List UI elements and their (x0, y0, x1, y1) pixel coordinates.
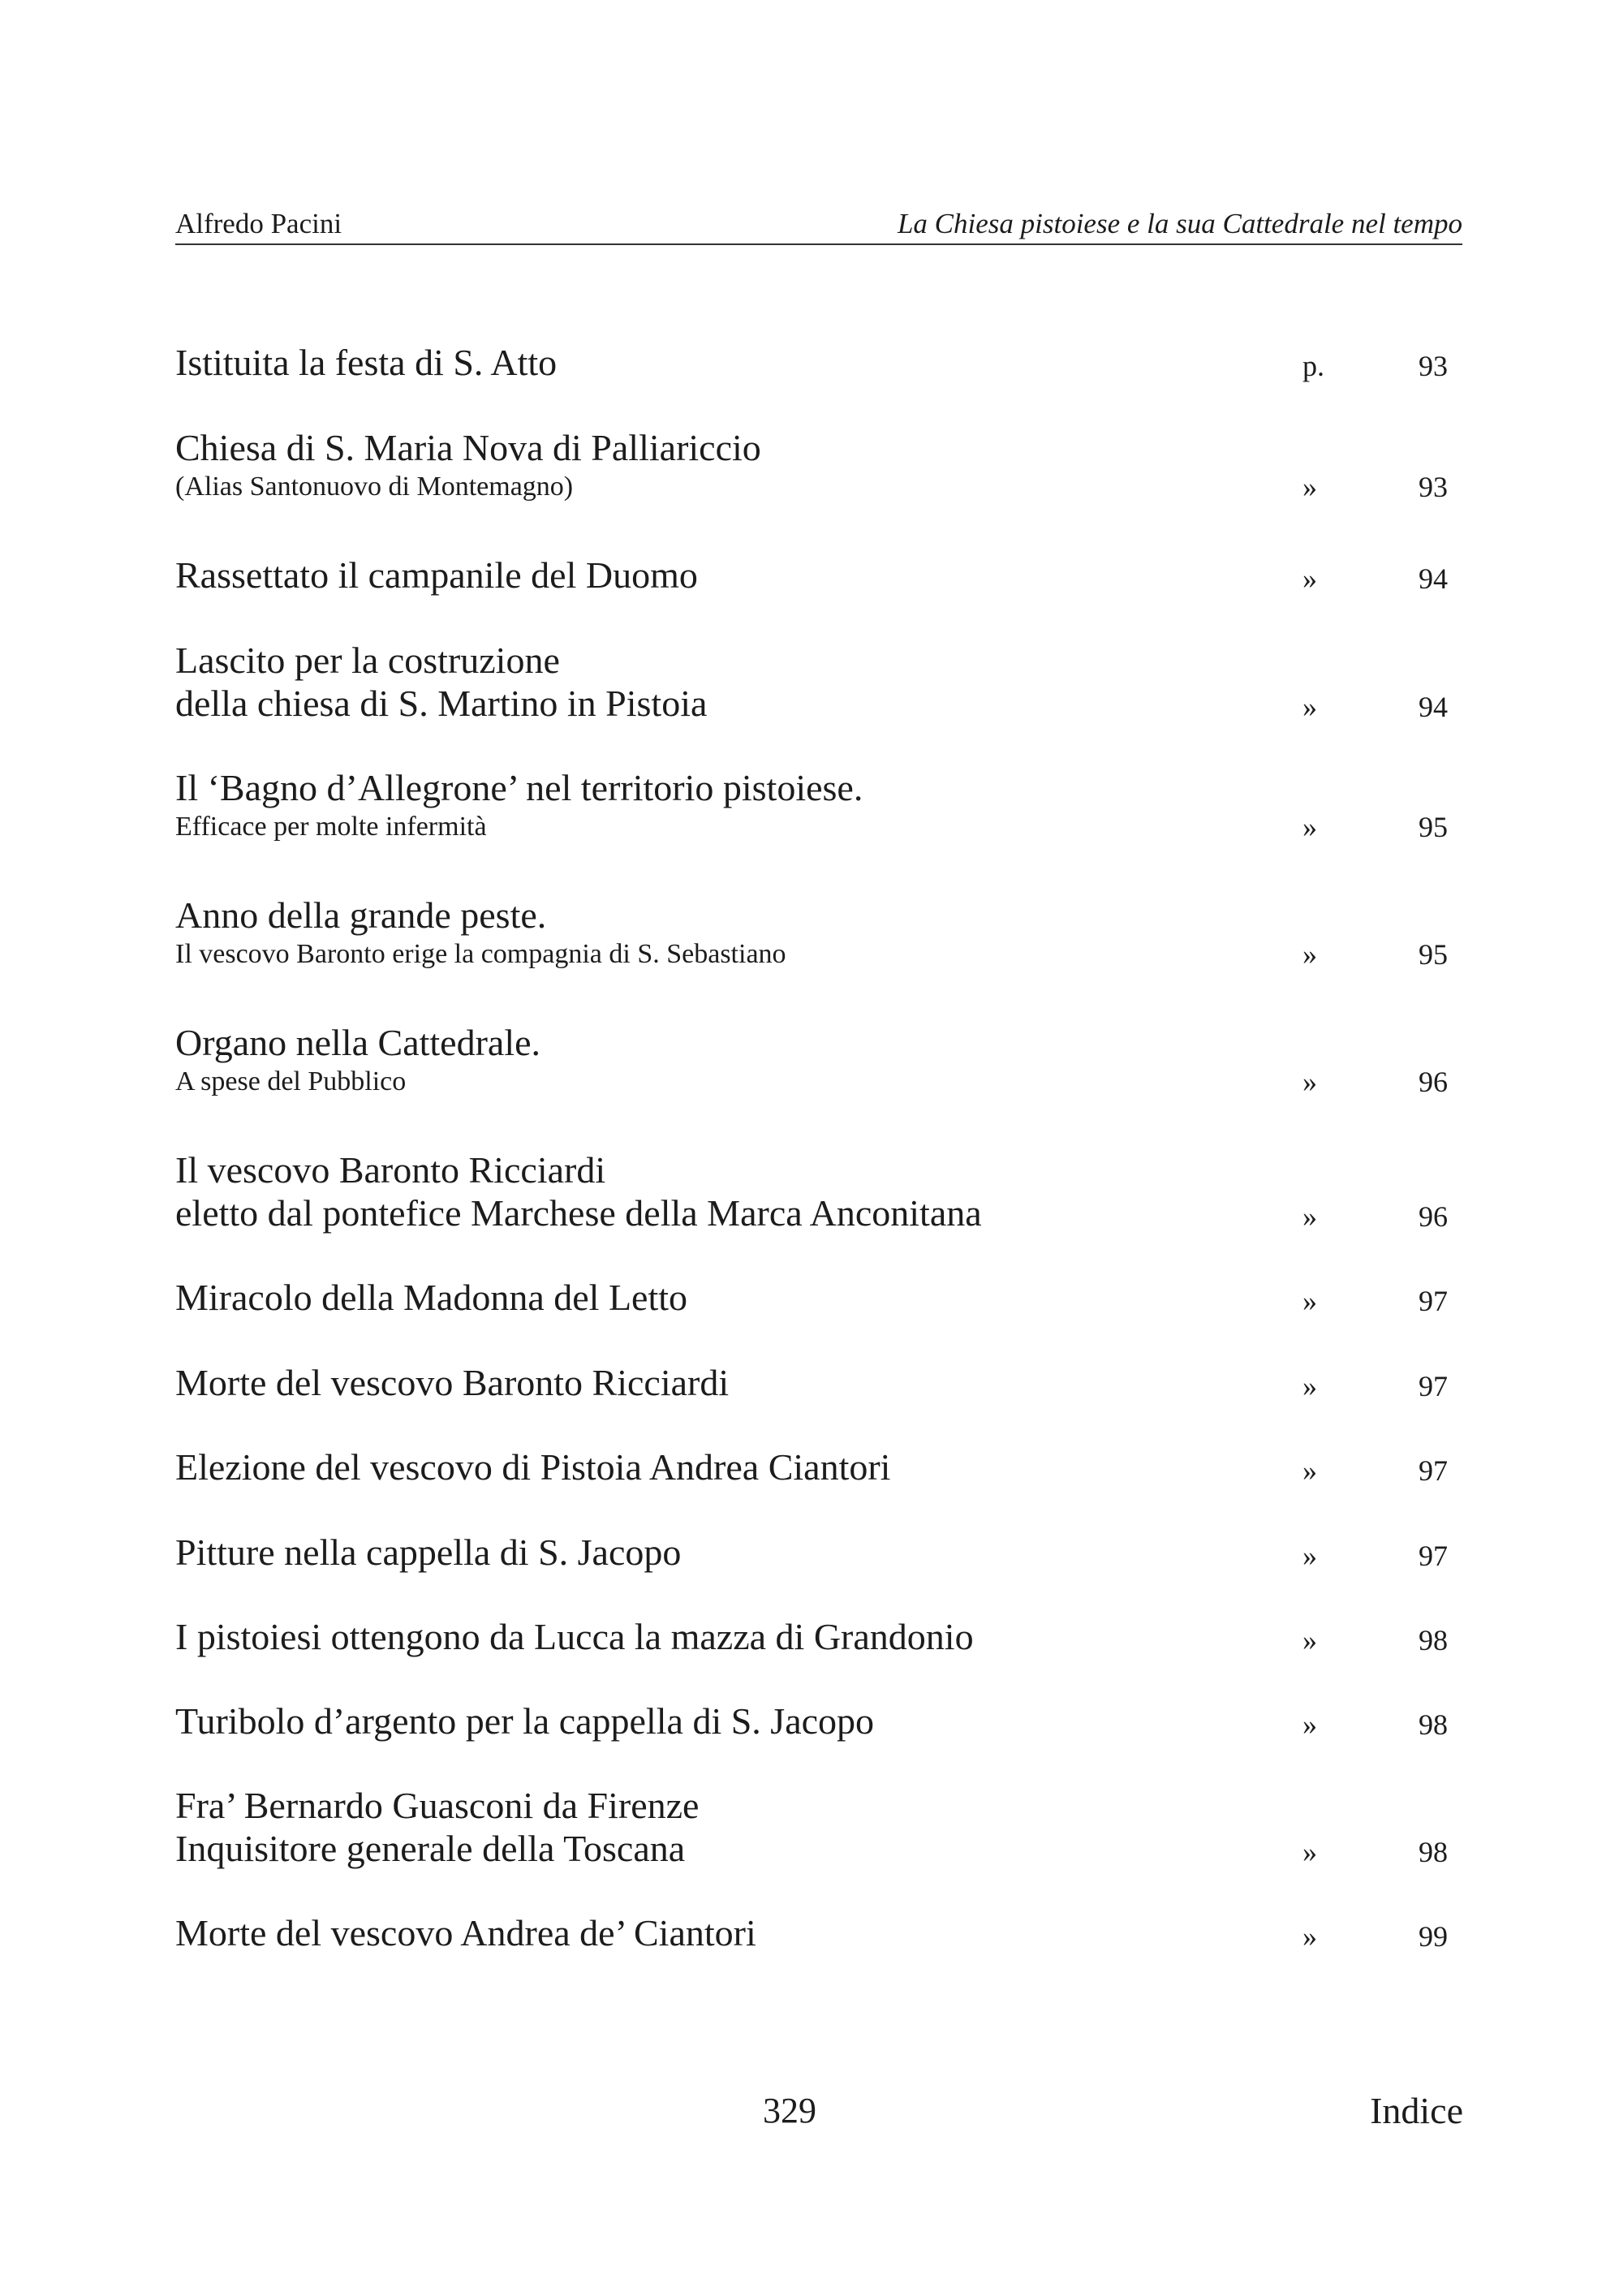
entry-page-number: 94 (1419, 562, 1448, 595)
entry-title: Lascito per la costruzione (175, 640, 560, 681)
ditto-mark: » (1303, 1708, 1317, 1741)
ditto-mark: » (1303, 562, 1317, 595)
running-header-book-title: La Chiesa pistoiese e la sua Cattedrale nel tempo (897, 208, 1462, 239)
ditto-mark: » (1303, 471, 1317, 503)
ditto-mark: » (1303, 691, 1317, 723)
entry-subtitle: Il vescovo Baronto erige la compagnia di S. Sebastiano (175, 939, 786, 969)
ditto-mark: » (1303, 1066, 1317, 1098)
ditto-mark: » (1303, 1285, 1317, 1317)
toc-entry (175, 639, 1462, 725)
entry-title: Miracolo della Madonna del Letto (175, 1277, 688, 1318)
toc-entry (175, 341, 1462, 384)
ditto-mark: » (1303, 811, 1317, 843)
entry-title-continued: Inquisitore generale della Toscana (175, 1828, 686, 1869)
entry-title: Morte del vescovo Baronto Ricciardi (175, 1362, 730, 1403)
entry-page-number: 93 (1419, 350, 1448, 382)
entry-title: Morte del vescovo Andrea de’ Ciantori (175, 1912, 756, 1954)
entry-subtitle: (Alias Santonuovo di Montemagno) (175, 472, 574, 502)
entry-page-number: 96 (1419, 1200, 1448, 1233)
entry-page-number: 97 (1419, 1285, 1448, 1317)
toc-entry (175, 1445, 1462, 1488)
toc-entry (175, 1615, 1462, 1658)
toc-entry (175, 1531, 1462, 1574)
entry-page-number: 99 (1419, 1920, 1448, 1953)
entry-title: Pitture nella cappella di S. Jacopo (175, 1531, 682, 1573)
ditto-mark: » (1303, 1540, 1317, 1572)
entry-title-continued: eletto dal pontefice Marchese della Marca Anconitana (175, 1192, 982, 1234)
ditto-mark: » (1303, 938, 1317, 971)
table-of-contents (175, 0, 1462, 2296)
entry-title: Il vescovo Baronto Ricciardi (175, 1149, 606, 1191)
toc-entry (175, 1361, 1462, 1404)
page-number: 329 (763, 2091, 816, 2130)
entry-title: Il ‘Bagno d’Allegrone’ nel territorio pistoiese. (175, 767, 863, 808)
toc-entry (175, 1276, 1462, 1319)
toc-entry (175, 766, 1462, 845)
entry-title: Chiesa di S. Maria Nova di Palliariccio (175, 427, 761, 468)
entry-title: Anno della grande peste. (175, 894, 547, 936)
entry-title: Organo nella Cattedrale. (175, 1022, 541, 1063)
entry-page-number: 98 (1419, 1624, 1448, 1656)
entry-page-number: 97 (1419, 1540, 1448, 1572)
section-label: Indice (1370, 2090, 1463, 2131)
entry-title-continued: della chiesa di S. Martino in Pistoia (175, 683, 708, 724)
entry-title: Turibolo d’argento per la cappella di S. Jacopo (175, 1700, 875, 1742)
toc-entry (175, 1784, 1462, 1870)
toc-entry (175, 1148, 1462, 1234)
toc-entry (175, 554, 1462, 597)
page-prefix: p. (1303, 350, 1324, 382)
entry-page-number: 93 (1419, 471, 1448, 503)
entry-page-number: 97 (1419, 1454, 1448, 1487)
entry-title: I pistoiesi ottengono da Lucca la mazza di Grandonio (175, 1616, 974, 1657)
entry-title: Elezione del vescovo di Pistoia Andrea Ciantori (175, 1446, 891, 1488)
entry-page-number: 96 (1419, 1066, 1448, 1098)
entry-page-number: 95 (1419, 938, 1448, 971)
ditto-mark: » (1303, 1920, 1317, 1953)
entry-page-number: 98 (1419, 1708, 1448, 1741)
entry-subtitle: Efficace per molte infermità (175, 812, 487, 842)
entry-page-number: 95 (1419, 811, 1448, 843)
toc-entry (175, 894, 1462, 972)
entry-title: Fra’ Bernardo Guasconi da Firenze (175, 1785, 700, 1826)
ditto-mark: » (1303, 1454, 1317, 1487)
entry-title: Istituita la festa di S. Atto (175, 342, 558, 383)
running-header-author: Alfredo Pacini (175, 208, 342, 239)
entry-page-number: 98 (1419, 1836, 1448, 1868)
entry-title: Rassettato il campanile del Duomo (175, 554, 698, 596)
ditto-mark: » (1303, 1200, 1317, 1233)
toc-entry (175, 1021, 1462, 1100)
entry-subtitle: A spese del Pubblico (175, 1066, 407, 1096)
toc-entry (175, 426, 1462, 505)
toc-entry (175, 1699, 1462, 1742)
ditto-mark: » (1303, 1370, 1317, 1402)
entry-page-number: 97 (1419, 1370, 1448, 1402)
entry-page-number: 94 (1419, 691, 1448, 723)
toc-entry (175, 1911, 1462, 1954)
ditto-mark: » (1303, 1836, 1317, 1868)
ditto-mark: » (1303, 1624, 1317, 1656)
